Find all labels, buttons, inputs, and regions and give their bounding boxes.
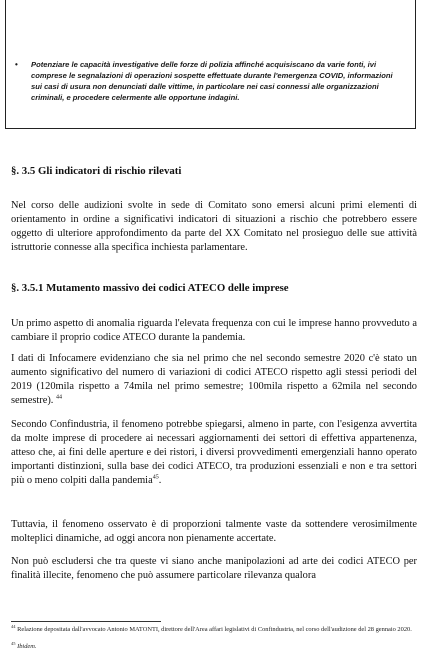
paragraph-4: Tuttavia, il fenomeno osservato è di proporzioni talmente vaste da sottendere verosimilmente molteplici dinamiche, ad oggi ancora non pienamente accertate. bbox=[11, 519, 417, 544]
footnote-44-text: Relazione depositata dall'avvocato Antonio MATONTI, direttore dell'Area affari legislativi di Confindustria, nel corso dell'audizione del 28 gennaio 2020. bbox=[15, 626, 412, 633]
footnote-45 bbox=[11, 640, 417, 651]
footnote-45-mark: 45 bbox=[11, 640, 16, 646]
recommendation-text: Potenziare le capacità investigative delle forze di polizia affinché acquisiscano da varie fonti, ivi comprese le segnalazioni di operazioni sospette effettuate durante l'emergenza COVID, informazioni sui casi di usura non denunciati dalle vittime, in particolare nei casi connessi alle organizzazioni criminali, e procedere celermente alle opportune indagini. bbox=[31, 60, 393, 102]
footnote-separator bbox=[11, 621, 161, 622]
footnote-ref-44[interactable]: 44 bbox=[56, 394, 63, 401]
paragraph-2 bbox=[11, 352, 417, 408]
paragraph-1: Un primo aspetto di anomalia riguarda l'elevata frequenza con cui le imprese hanno provveduto a cambiare il proprio codice ATECO durante la pandemia. bbox=[11, 318, 417, 343]
paragraph-3-end: . bbox=[158, 475, 162, 486]
footnote-44-mark: 44 bbox=[11, 623, 16, 629]
footnote-44 bbox=[11, 623, 417, 634]
section-paragraph: Nel corso delle audizioni svolte in sede di Comitato sono emersi alcuni primi elementi di orientamento in ordine a significativi indicatori di situazioni a rischio che potrebbero essere oggetto di ulteriore approfondimento da parte del XX Comitato nel prosieguo delle sue attività istruttorie connesse alla specifica inchiesta parlamentare. bbox=[11, 200, 417, 253]
subsection-heading: §. 3.5.1 Mutamento massivo dei codici ATECO delle imprese bbox=[11, 282, 289, 294]
paragraph-5: Non può escludersi che tra queste vi siano anche manipolazioni ad arte dei codici ATECO per finalità illecite, fenomeno che può assumere particolare rilevanza qualora bbox=[11, 556, 417, 581]
footnote-45-text: Ibidem. bbox=[15, 643, 37, 650]
section-heading: §. 3.5 Gli indicatori di rischio rilevati bbox=[11, 165, 182, 177]
footnote-ref-45[interactable]: 45 bbox=[152, 474, 159, 481]
paragraph-3 bbox=[11, 418, 417, 488]
recommendation-item bbox=[15, 59, 403, 103]
recommendation-box bbox=[5, 0, 416, 129]
bullet-icon: • bbox=[15, 60, 18, 69]
paragraph-2-text: I dati di Infocamere evidenziano che sia nel primo che nel secondo semestre 2020 c'è stato un aumento significativo del numero di variazioni di codici ATECO rispetto agli stessi periodi del 2019 (120mila rispetto a 74mila nel primo semestre; 100mila rispetto a 62mila nel secondo semestre). bbox=[11, 353, 417, 406]
paragraph-3-text: Secondo Confindustria, il fenomeno potrebbe spiegarsi, almeno in parte, con l'esigenza avvertita da molte imprese di procedere ai necessari aggiornamenti dei settori di effettiva appartenenza, atteso che, ai fini delle aperture e dei ristori, i diversi provvedimenti emergenziali hanno operato importanti distinzioni, sulla base dei codici ATECO, tra produzioni essenziali e non e tra settori più o meno colpiti dalla pandemia bbox=[11, 419, 417, 486]
